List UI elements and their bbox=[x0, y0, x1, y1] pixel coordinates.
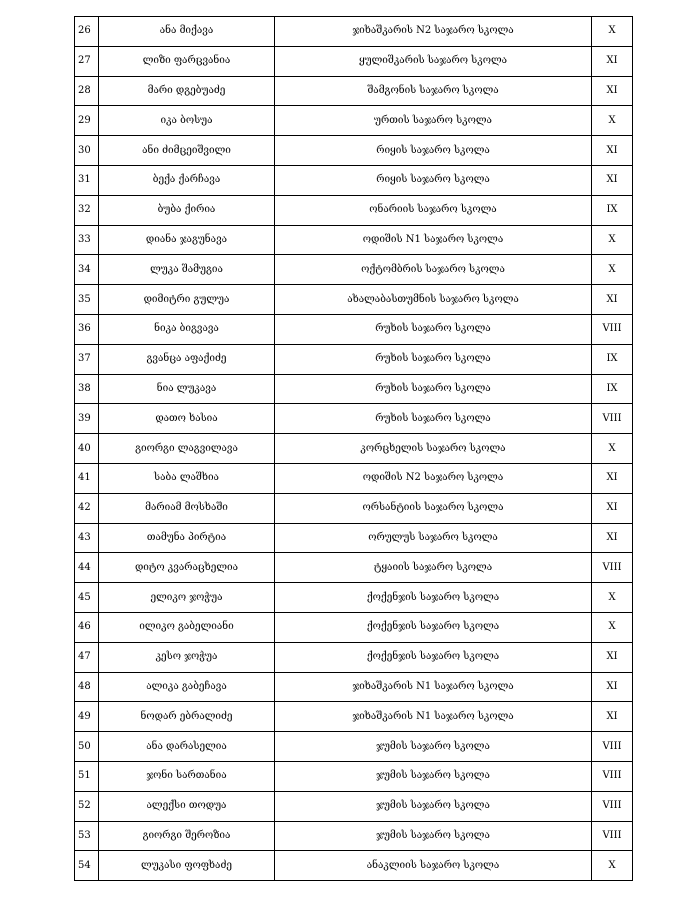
table-row bbox=[75, 225, 633, 255]
table-row bbox=[75, 463, 633, 493]
participants-table-body bbox=[75, 17, 633, 881]
school-name-cell: ჯუმის საჯარო სკოლა bbox=[275, 791, 592, 821]
grade-cell: XI bbox=[592, 76, 633, 106]
student-name-cell: ელიკო ჯოჭუა bbox=[99, 583, 275, 613]
school-name-cell: ქოქენჯის საჯარო სკოლა bbox=[275, 583, 592, 613]
school-name-cell: რიყის საჯარო სკოლა bbox=[275, 136, 592, 166]
table-row bbox=[75, 285, 633, 315]
school-name-cell: რუხის საჯარო სკოლა bbox=[275, 314, 592, 344]
student-name-cell: ანა მიქავა bbox=[99, 17, 275, 47]
table-row bbox=[75, 434, 633, 464]
student-name-cell: ანი ძიმცეიშვილი bbox=[99, 136, 275, 166]
grade-cell: XI bbox=[592, 493, 633, 523]
student-name-cell: ალექსი თოდუა bbox=[99, 791, 275, 821]
row-number-cell: 47 bbox=[75, 642, 99, 672]
grade-cell: IX bbox=[592, 374, 633, 404]
student-name-cell: დათო ხასია bbox=[99, 404, 275, 434]
grade-cell: XI bbox=[592, 165, 633, 195]
grade-cell: VIII bbox=[592, 553, 633, 583]
student-name-cell: ალიკა გაბეჩავა bbox=[99, 672, 275, 702]
student-name-cell: გვანცა აფაქიძე bbox=[99, 344, 275, 374]
school-name-cell: რუხის საჯარო სკოლა bbox=[275, 374, 592, 404]
student-name-cell: იკა ბოსუა bbox=[99, 106, 275, 136]
school-name-cell: კორცხელის საჯარო სკოლა bbox=[275, 434, 592, 464]
table-row bbox=[75, 106, 633, 136]
student-name-cell: თამუნა პირტია bbox=[99, 523, 275, 553]
school-name-cell: ოქტომბრის საჯარო სკოლა bbox=[275, 255, 592, 285]
student-name-cell: ნოდარ ებრალიძე bbox=[99, 702, 275, 732]
row-number-cell: 44 bbox=[75, 553, 99, 583]
school-name-cell: ოდიშის N1 საჯარო სკოლა bbox=[275, 225, 592, 255]
school-name-cell: შამგონის საჯარო სკოლა bbox=[275, 76, 592, 106]
table-row bbox=[75, 523, 633, 553]
school-name-cell: ოდიშის N2 საჯარო სკოლა bbox=[275, 463, 592, 493]
table-row bbox=[75, 255, 633, 285]
school-name-cell: ქოქენჯის საჯარო სკოლა bbox=[275, 642, 592, 672]
grade-cell: IX bbox=[592, 344, 633, 374]
table-row bbox=[75, 374, 633, 404]
student-name-cell: დიანა ჯაგუნავა bbox=[99, 225, 275, 255]
school-name-cell: ორულუს საჯარო სკოლა bbox=[275, 523, 592, 553]
school-name-cell: ყულიშკარის საჯარო სკოლა bbox=[275, 46, 592, 76]
table-row bbox=[75, 672, 633, 702]
grade-cell: X bbox=[592, 583, 633, 613]
table-row bbox=[75, 702, 633, 732]
school-name-cell: ანაკლიის საჯარო სკოლა bbox=[275, 851, 592, 881]
row-number-cell: 52 bbox=[75, 791, 99, 821]
table-row bbox=[75, 46, 633, 76]
table-row bbox=[75, 404, 633, 434]
student-name-cell: მარიამ მოსხაში bbox=[99, 493, 275, 523]
table-row bbox=[75, 195, 633, 225]
table-row bbox=[75, 76, 633, 106]
student-name-cell: ილიკო გაბელიანი bbox=[99, 612, 275, 642]
student-name-cell: კესო ჯოჭუა bbox=[99, 642, 275, 672]
table-row bbox=[75, 821, 633, 851]
school-name-cell: ჯუმის საჯარო სკოლა bbox=[275, 821, 592, 851]
school-name-cell: ჯუმის საჯარო სკოლა bbox=[275, 732, 592, 762]
table-row bbox=[75, 136, 633, 166]
grade-cell: VIII bbox=[592, 821, 633, 851]
grade-cell: X bbox=[592, 17, 633, 47]
grade-cell: X bbox=[592, 612, 633, 642]
row-number-cell: 43 bbox=[75, 523, 99, 553]
grade-cell: IX bbox=[592, 195, 633, 225]
student-name-cell: ლიზი ფარცვანია bbox=[99, 46, 275, 76]
school-name-cell: ქოქენჯის საჯარო სკოლა bbox=[275, 612, 592, 642]
grade-cell: VIII bbox=[592, 732, 633, 762]
student-name-cell: ბექა ქარჩავა bbox=[99, 165, 275, 195]
school-name-cell: ჯიხაშკარის N1 საჯარო სკოლა bbox=[275, 702, 592, 732]
school-name-cell: ურთის საჯარო სკოლა bbox=[275, 106, 592, 136]
row-number-cell: 38 bbox=[75, 374, 99, 404]
row-number-cell: 33 bbox=[75, 225, 99, 255]
table-row bbox=[75, 583, 633, 613]
table-row bbox=[75, 17, 633, 47]
grade-cell: XI bbox=[592, 702, 633, 732]
student-name-cell: მარი დგებუაძე bbox=[99, 76, 275, 106]
table-row bbox=[75, 642, 633, 672]
grade-cell: X bbox=[592, 106, 633, 136]
school-name-cell: ახალაბასთუმნის საჯარო სკოლა bbox=[275, 285, 592, 315]
table-row bbox=[75, 851, 633, 881]
row-number-cell: 32 bbox=[75, 195, 99, 225]
row-number-cell: 39 bbox=[75, 404, 99, 434]
school-name-cell: ჯუმის საჯარო სკოლა bbox=[275, 761, 592, 791]
student-name-cell: საბა ლაშხია bbox=[99, 463, 275, 493]
row-number-cell: 29 bbox=[75, 106, 99, 136]
grade-cell: XI bbox=[592, 672, 633, 702]
student-name-cell: ნია ლუკავა bbox=[99, 374, 275, 404]
student-name-cell: დიტო კვარაცხელია bbox=[99, 553, 275, 583]
row-number-cell: 45 bbox=[75, 583, 99, 613]
row-number-cell: 41 bbox=[75, 463, 99, 493]
row-number-cell: 26 bbox=[75, 17, 99, 47]
row-number-cell: 51 bbox=[75, 761, 99, 791]
row-number-cell: 54 bbox=[75, 851, 99, 881]
row-number-cell: 36 bbox=[75, 314, 99, 344]
grade-cell: X bbox=[592, 225, 633, 255]
row-number-cell: 40 bbox=[75, 434, 99, 464]
student-name-cell: ნიკა ბიგვავა bbox=[99, 314, 275, 344]
row-number-cell: 37 bbox=[75, 344, 99, 374]
school-name-cell: ორსანტიის საჯარო სკოლა bbox=[275, 493, 592, 523]
grade-cell: VIII bbox=[592, 404, 633, 434]
student-name-cell: ლუკასი ფოფხაძე bbox=[99, 851, 275, 881]
grade-cell: X bbox=[592, 255, 633, 285]
school-name-cell: ჯიხაშკარის N1 საჯარო სკოლა bbox=[275, 672, 592, 702]
table-row bbox=[75, 761, 633, 791]
table-row bbox=[75, 165, 633, 195]
row-number-cell: 28 bbox=[75, 76, 99, 106]
grade-cell: XI bbox=[592, 285, 633, 315]
grade-cell: XI bbox=[592, 642, 633, 672]
grade-cell: X bbox=[592, 434, 633, 464]
participants-table bbox=[74, 16, 633, 881]
school-name-cell: რიყის საჯარო სკოლა bbox=[275, 165, 592, 195]
grade-cell: VIII bbox=[592, 791, 633, 821]
grade-cell: X bbox=[592, 851, 633, 881]
row-number-cell: 48 bbox=[75, 672, 99, 702]
school-name-cell: რუხის საჯარო სკოლა bbox=[275, 404, 592, 434]
row-number-cell: 31 bbox=[75, 165, 99, 195]
table-row bbox=[75, 732, 633, 762]
grade-cell: VIII bbox=[592, 314, 633, 344]
grade-cell: XI bbox=[592, 523, 633, 553]
grade-cell: XI bbox=[592, 136, 633, 166]
grade-cell: XI bbox=[592, 46, 633, 76]
student-name-cell: ჯონი სართანია bbox=[99, 761, 275, 791]
table-row bbox=[75, 314, 633, 344]
grade-cell: XI bbox=[592, 463, 633, 493]
school-name-cell: ტყაიის საჯარო სკოლა bbox=[275, 553, 592, 583]
row-number-cell: 34 bbox=[75, 255, 99, 285]
school-name-cell: რუხის საჯარო სკოლა bbox=[275, 344, 592, 374]
student-name-cell: ანა დარასელია bbox=[99, 732, 275, 762]
row-number-cell: 46 bbox=[75, 612, 99, 642]
student-name-cell: გიორგი შეროზია bbox=[99, 821, 275, 851]
table-row bbox=[75, 344, 633, 374]
row-number-cell: 49 bbox=[75, 702, 99, 732]
table-row bbox=[75, 553, 633, 583]
row-number-cell: 53 bbox=[75, 821, 99, 851]
grade-cell: VIII bbox=[592, 761, 633, 791]
row-number-cell: 27 bbox=[75, 46, 99, 76]
row-number-cell: 42 bbox=[75, 493, 99, 523]
row-number-cell: 35 bbox=[75, 285, 99, 315]
row-number-cell: 30 bbox=[75, 136, 99, 166]
table-row bbox=[75, 493, 633, 523]
student-name-cell: გიორგი ლაგვილავა bbox=[99, 434, 275, 464]
student-name-cell: ლუკა შამუგია bbox=[99, 255, 275, 285]
student-name-cell: დიმიტრი გულუა bbox=[99, 285, 275, 315]
table-row bbox=[75, 791, 633, 821]
row-number-cell: 50 bbox=[75, 732, 99, 762]
school-name-cell: ჯიხაშკარის N2 საჯარო სკოლა bbox=[275, 17, 592, 47]
table-row bbox=[75, 612, 633, 642]
school-name-cell: ონარიის საჯარო სკოლა bbox=[275, 195, 592, 225]
student-name-cell: ბუბა ქირია bbox=[99, 195, 275, 225]
